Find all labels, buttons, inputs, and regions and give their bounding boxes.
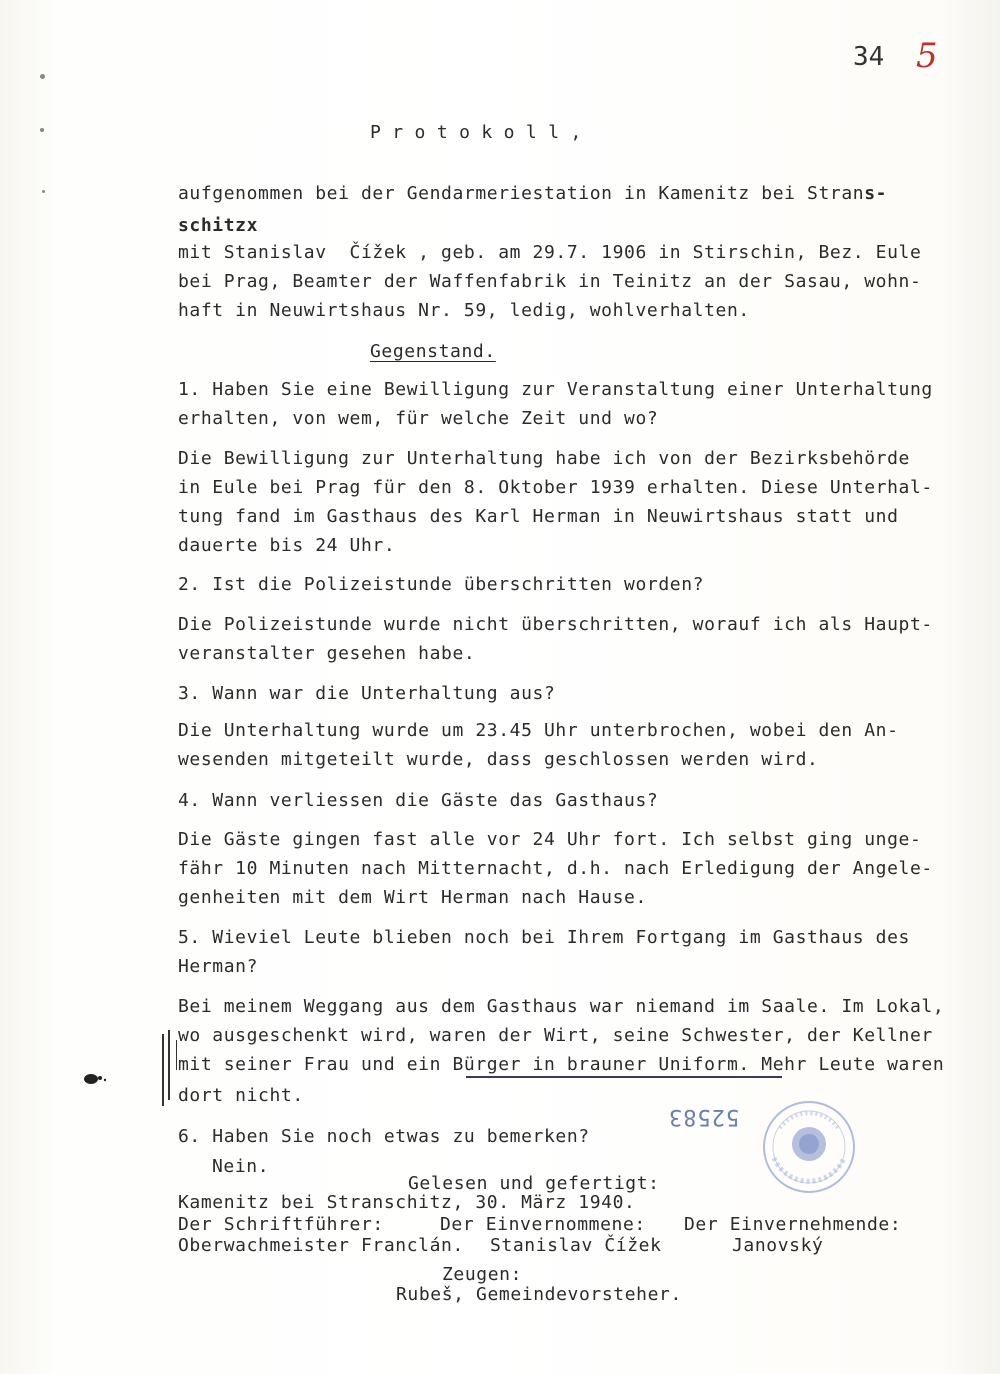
answer-6-line-1: Nein. [212, 1156, 270, 1177]
witnesses-label: Zeugen: [442, 1264, 523, 1285]
handwritten-underlined-phrase: Bürger in brauner Uniform. [452, 1054, 750, 1075]
intro-line-1 [178, 183, 887, 205]
answer-5-line-1: Bei meinem Weggang aus dem Gasthaus war niemand im Saale. Im Lokal, [178, 996, 945, 1017]
margin-speck [40, 128, 44, 132]
answer-1-line-1: Die Bewilligung zur Unterhaltung habe ich von der Bezirksbehörde [178, 448, 910, 469]
signature-recorder-label: Der Schriftführer: [178, 1214, 384, 1235]
question-1-line-2: erhalten, von wem, für welche Zeit und wo? [178, 408, 659, 429]
answer-1-line-2: in Eule bei Prag für den 8. Oktober 1939 erhalten. Diese Unterhal- [178, 477, 933, 498]
answer-4-line-3: genheiten mit dem Wirt Herman nach Hause. [178, 887, 647, 908]
witness-name: Rubeš, Gemeindevorsteher. [396, 1284, 682, 1305]
place-date: Kamenitz bei Stranschitz, 30. März 1940. [178, 1192, 636, 1213]
margin-speck [42, 190, 45, 193]
subject-heading: Gegenstand. [370, 341, 496, 362]
margin-bracket [162, 1034, 164, 1106]
signature-recorder-name: Oberwachmeister Franclán. [178, 1235, 464, 1256]
answer-5-line-3 [178, 1054, 944, 1076]
signature-examinee-label: Der Einvernommene: [440, 1214, 646, 1235]
signature-examiner-label: Der Einvernehmende: [684, 1214, 902, 1235]
answer-5-line-4: dort nicht. [178, 1085, 304, 1106]
margin-speck [40, 74, 45, 79]
answer-5-line-2: wo ausgeschenkt wird, waren der Wirt, seine Schwester, der Kellner [178, 1025, 933, 1046]
question-3-line-1: 3. Wann war die Unterhaltung aus? [178, 683, 556, 704]
intro-line-5: haft in Neuwirtshaus Nr. 59, ledig, wohlverhalten. [178, 300, 750, 321]
intro-line-3: mit Stanislav Čížek , geb. am 29.7. 1906 in Stirschin, Bez. Eule [178, 242, 922, 263]
document-title: P r o t o k o l l , [370, 122, 582, 143]
question-1-line-1: 1. Haben Sie eine Bewilligung zur Veranstaltung einer Unterhaltung [178, 379, 933, 400]
answer-text: mit seiner Frau und ein [178, 1054, 453, 1075]
answer-1-line-4: dauerte bis 24 Uhr. [178, 535, 396, 556]
intro-text: aufgenommen bei der Gendarmeriestation in Kamenitz bei Stran [178, 183, 865, 204]
page-number: 34 [853, 42, 885, 72]
question-4-line-1: 4. Wann verliessen die Gäste das Gasthaus? [178, 790, 659, 811]
question-2-line-1: 2. Ist die Polizeistunde überschritten worden? [178, 574, 705, 595]
answer-4-line-1: Die Gäste gingen fast alle vor 24 Uhr fort. Ich selbst ging unge- [178, 829, 922, 850]
answer-2-line-2: veranstalter gesehen habe. [178, 643, 476, 664]
answer-1-line-3: tung fand im Gasthaus des Karl Herman in Neuwirtshaus statt und [178, 506, 899, 527]
intro-text: schitz [178, 215, 247, 236]
intro-handwritten-correction: s- [864, 183, 888, 204]
handwritten-x-mark: x [246, 215, 259, 236]
signature-examiner-name: Janovský [732, 1235, 824, 1256]
answer-2-line-1: Die Polizeistunde wurde nicht überschritten, worauf ich als Haupt- [178, 614, 933, 635]
margin-bracket [168, 1030, 170, 1100]
intro-line-2 [178, 215, 258, 237]
answer-4-line-2: fähr 10 Minuten nach Mitternacht, d.h. nach Erledigung der Angele- [178, 858, 933, 879]
question-5-line-1: 5. Wieviel Leute blieben noch bei Ihrem Fortgang im Gasthaus des [178, 927, 910, 948]
answer-3-line-2: wesenden mitgeteilt wurde, dass geschlossen werden wird. [178, 749, 819, 770]
intro-line-4: bei Prag, Beamter der Waffenfabrik in Teinitz an der Sasau, wohn- [178, 271, 922, 292]
ink-blot-icon [82, 1072, 108, 1086]
answer-text: Mehr Leute waren [749, 1054, 945, 1075]
signature-examinee-name: Stanislav Čížek [490, 1235, 662, 1256]
question-6-line-1: 6. Haben Sie noch etwas zu bemerken? [178, 1126, 590, 1147]
margin-bracket [176, 1040, 177, 1070]
question-5-line-2: Herman? [178, 956, 259, 977]
answer-3-line-1: Die Unterhaltung wurde um 23.45 Uhr unterbrochen, wobei den An- [178, 720, 899, 741]
handwritten-page-mark: 5 [916, 36, 938, 76]
archive-stamp-number: 52583 [668, 1104, 740, 1129]
archive-seal-icon [760, 1098, 858, 1196]
handwritten-underline [466, 1076, 782, 1078]
read-and-signed: Gelesen und gefertigt: [408, 1173, 660, 1194]
